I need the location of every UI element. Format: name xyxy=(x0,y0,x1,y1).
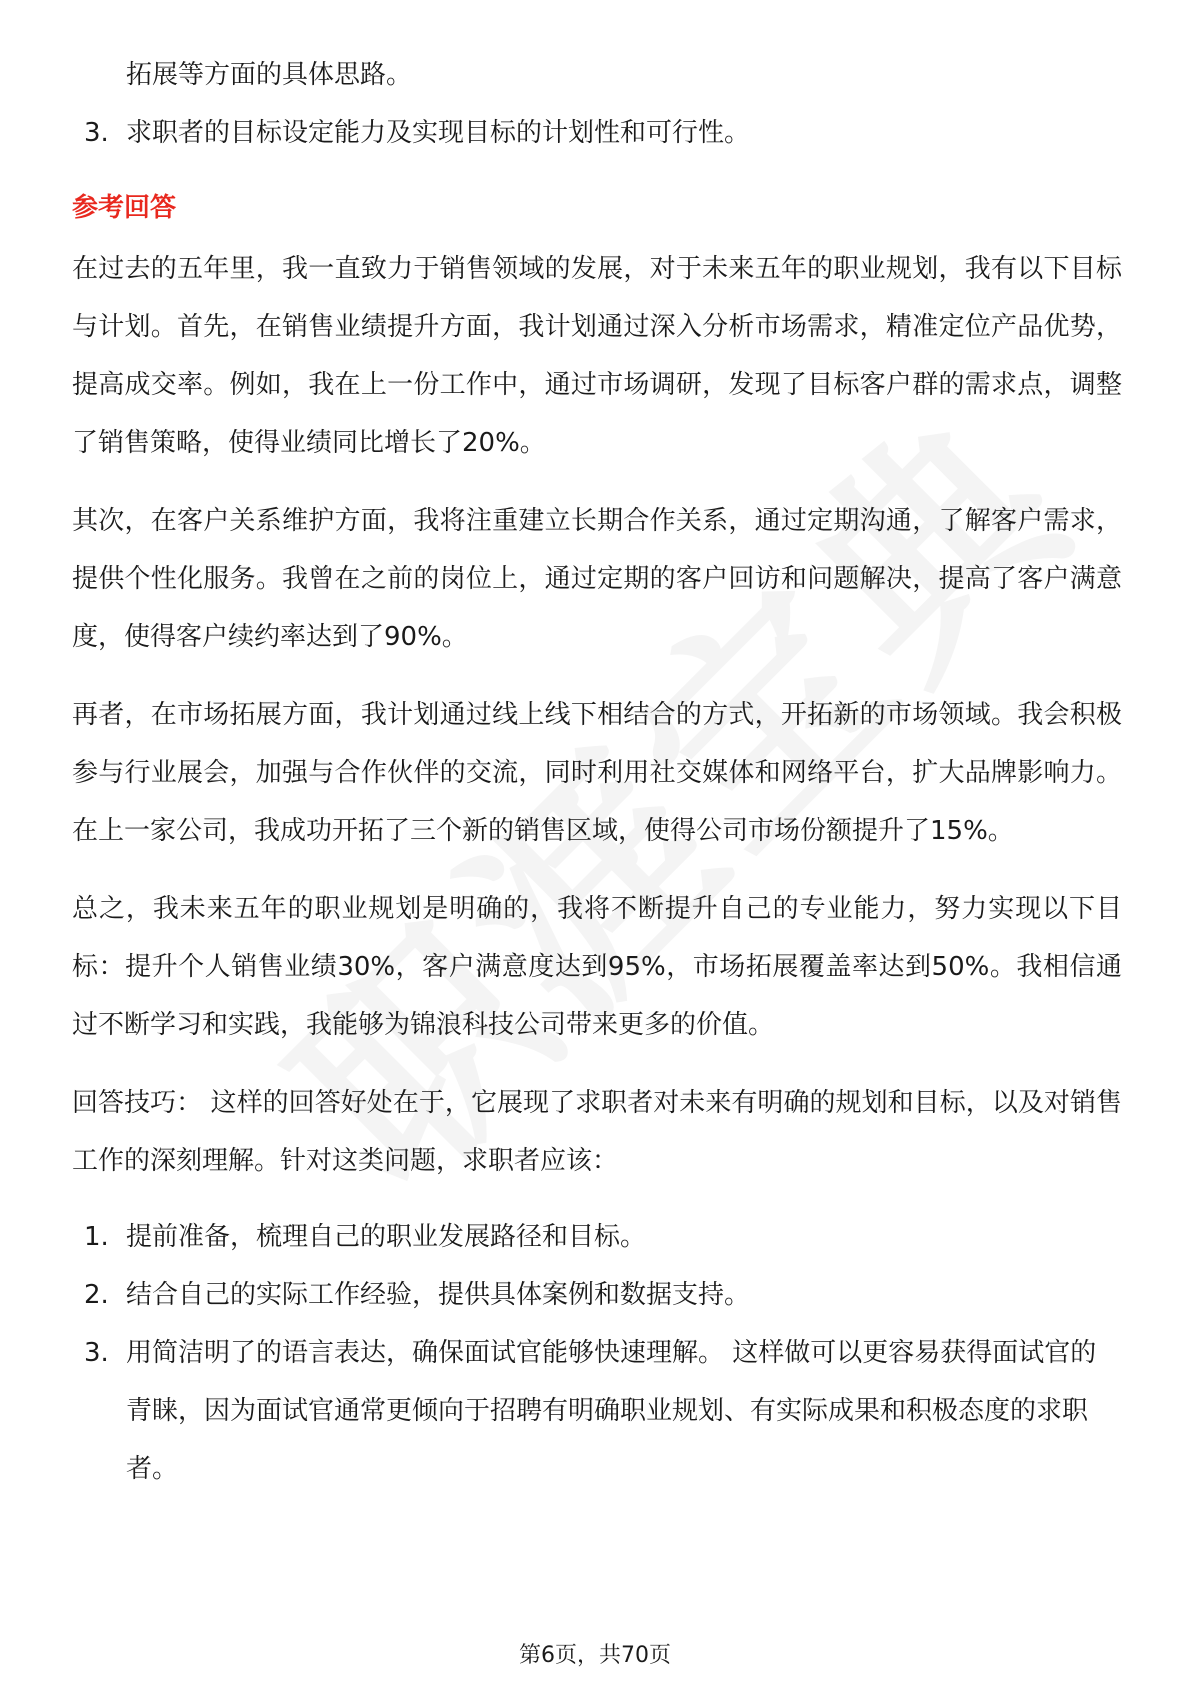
answer-tips-intro: 回答技巧： 这样的回答好处在于，它展现了求职者对未来有明确的规划和目标，以及对销售工作的深刻理解。针对这类问题，求职者应该： xyxy=(72,1088,1122,1176)
list-item xyxy=(72,1266,1122,1324)
paragraph-4: 总之，我未来五年的职业规划是明确的，我将不断提升自己的专业能力，努力实现以下目标：提升个人销售业绩30%，客户满意度达到95%，市场拓展覆盖率达到50%。我相信通过不断学习和实践，我能够为锦浪科技公司带来更多的价值。 xyxy=(72,894,1122,1040)
list-item xyxy=(72,1208,1122,1266)
paragraph-3: 再者，在市场拓展方面，我计划通过线上线下相结合的方式，开拓新的市场领域。我会积极参与行业展会，加强与合作伙伴的交流，同时利用社交媒体和网络平台，扩大品牌影响力。在上一家公司，我成功开拓了三个新的销售区域，使得公司市场份额提升了15%。 xyxy=(72,700,1122,846)
paragraph-2: 其次，在客户关系维护方面，我将注重建立长期合作关系，通过定期沟通，了解客户需求，提供个性化服务。我曾在之前的岗位上，通过定期的客户回访和问题解决，提高了客户满意度，使得客户续约率达到了90%。 xyxy=(72,506,1122,652)
list-item-number: 2. xyxy=(84,1280,109,1310)
list-item-text: 提前准备，梳理自己的职业发展路径和目标。 xyxy=(126,1222,647,1252)
page-footer: 第6页，共70页 xyxy=(519,1643,671,1668)
list-item-text: 用简洁明了的语言表达，确保面试官能够快速理解。 这样做可以更容易获得面试官的青睐，因为面试官通常更倾向于招聘有明确职业规划、有实际成果和积极态度的求职者。 xyxy=(126,1338,1097,1484)
list-item-number: 3. xyxy=(84,1338,109,1368)
list-item-text: 求职者的目标设定能力及实现目标的计划性和可行性。 xyxy=(126,118,751,148)
answer-heading: 参考回答 xyxy=(72,193,177,223)
list-item-number: 1. xyxy=(84,1222,109,1252)
list-item-text: 结合自己的实际工作经验，提供具体案例和数据支持。 xyxy=(126,1280,751,1310)
list-item xyxy=(72,1324,1122,1498)
page-content xyxy=(72,46,1122,1498)
paragraph-1: 在过去的五年里，我一直致力于销售领域的发展，对于未来五年的职业规划，我有以下目标与计划。首先，在销售业绩提升方面，我计划通过深入分析市场需求，精准定位产品优势，提高成交率。例如，我在上一份工作中，通过市场调研，发现了目标客户群的需求点，调整了销售策略，使得业绩同比增长了20%。 xyxy=(72,254,1122,458)
tips-list xyxy=(72,1208,1122,1498)
list-item xyxy=(72,104,1122,162)
list-item-continuation: 拓展等方面的具体思路。 xyxy=(126,60,413,90)
list-item-number: 3. xyxy=(84,118,109,148)
